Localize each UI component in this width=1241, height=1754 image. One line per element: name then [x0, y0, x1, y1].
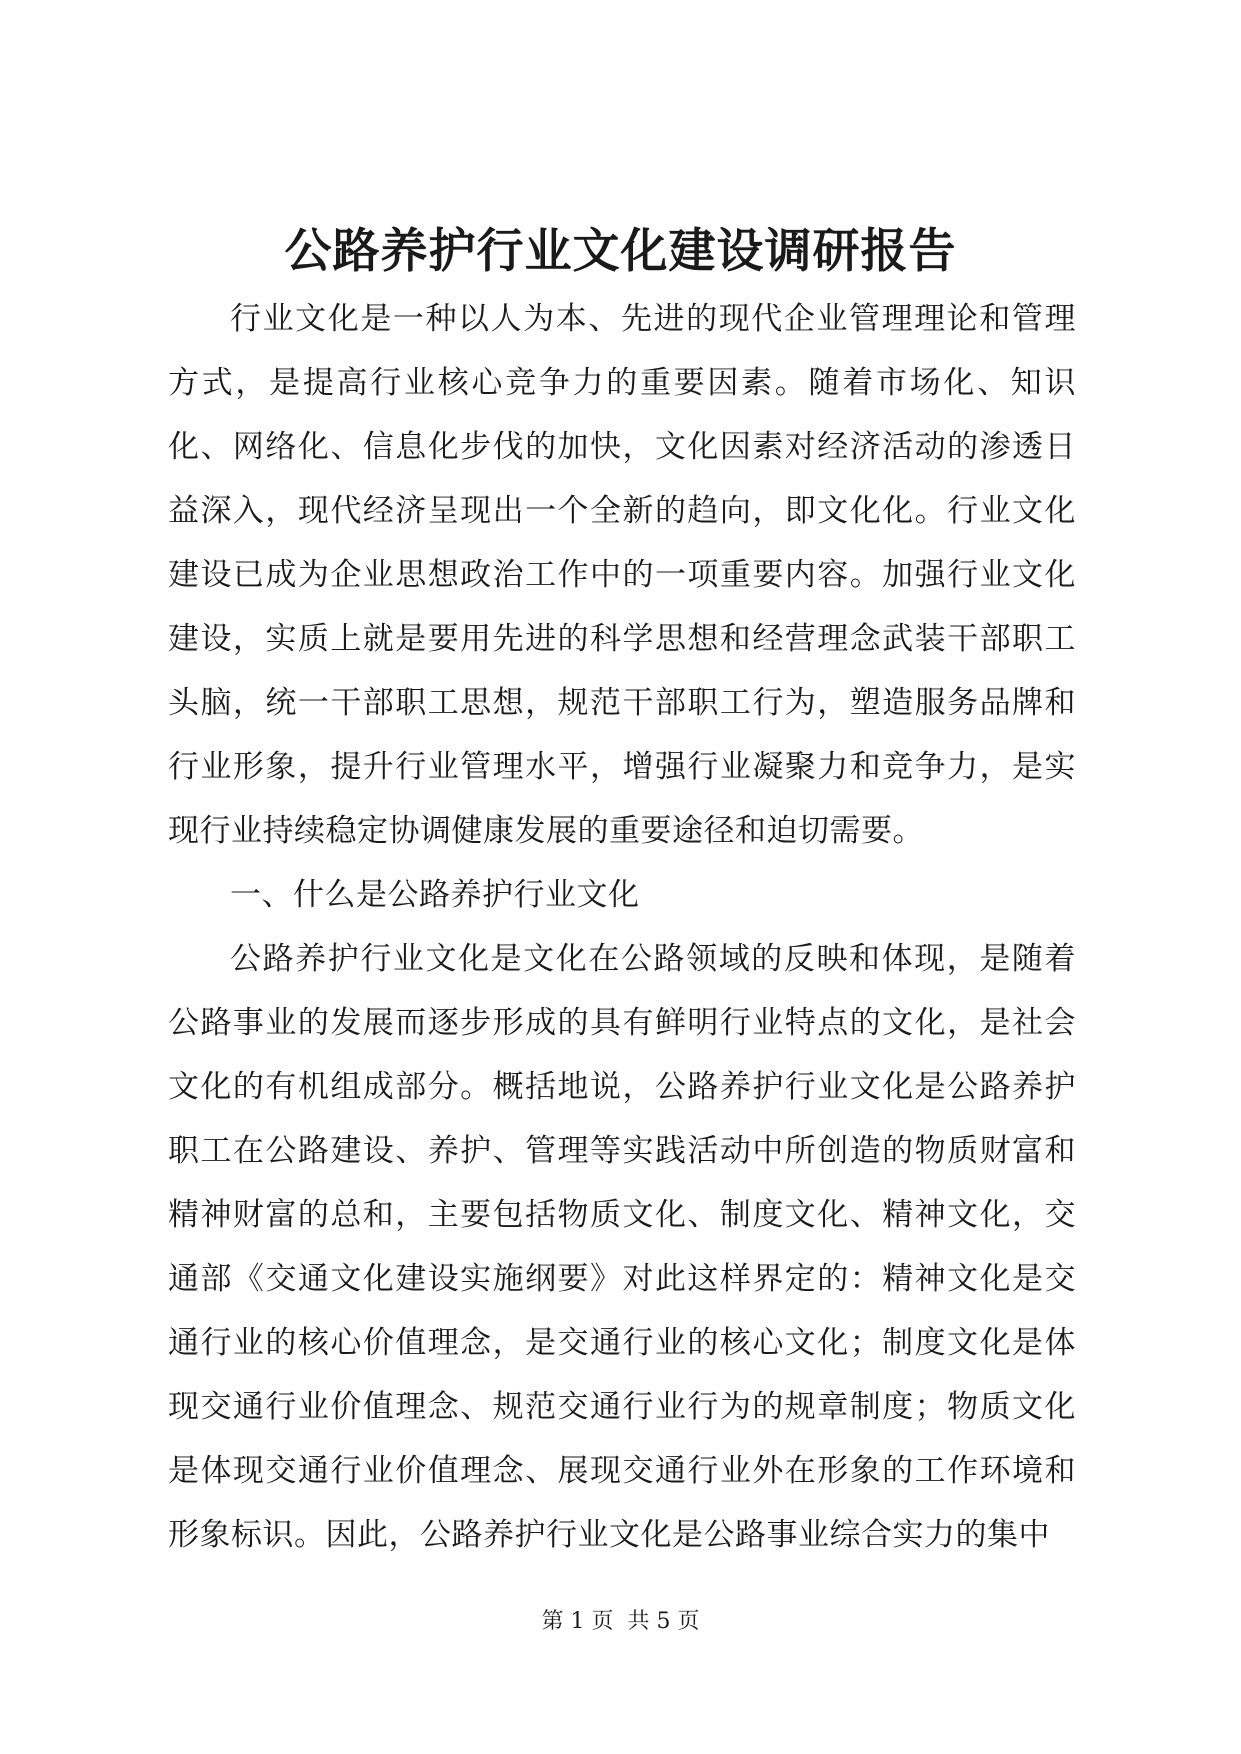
page-number-label: 第 1 页 共 5 页 — [541, 1609, 700, 1634]
document-title: 公路养护行业文化建设调研报告 — [284, 224, 957, 279]
section-paragraph: 公路养护行业文化是文化在公路领域的反映和体现，是随着公路事业的发展而逐步形成的具有鲜明行业特点的文化，是社会文化的有机组成部分。概括地说，公路养护行业文化是公路养护职工在公路建设、养护、管理等实践活动中所创造的物质财富和精神财富的总和，主要包括物质文化、制度文化、精神文化，交通部《交通文化建设实施纲要》对此这样界定的：精神文化是交通行业的核心价值理念，是交通行业的核心文化；制度文化是体现交通行业价值理念、规范交通行业行为的规章制度；物质文化是体现交通行业价值理念、展现交通行业外在形象的工作环境和形象标识。因此，公路养护行业文化是公路事业综合实力的集中 — [168, 941, 1076, 1553]
document-body — [168, 287, 1076, 1567]
intro-paragraph: 行业文化是一种以人为本、先进的现代企业管理理论和管理方式，是提高行业核心竞争力的重要因素。随着市场化、知识化、网络化、信息化步伐的加快，文化因素对经济活动的渗透日益深入，现代经济呈现出一个全新的趋向，即文化化。行业文化建设已成为企业思想政治工作中的一项重要内容。加强行业文化建设，实质上就是要用先进的科学思想和经营理念武装干部职工头脑，统一干部职工思想，规范干部职工行为，塑造服务品牌和行业形象，提升行业管理水平，增强行业凝聚力和竞争力，是实现行业持续稳定协调健康发展的重要途径和迫切需要。 — [168, 301, 1076, 849]
section-heading: 一、什么是公路养护行业文化 — [230, 877, 640, 913]
page-footer — [0, 1607, 1241, 1637]
